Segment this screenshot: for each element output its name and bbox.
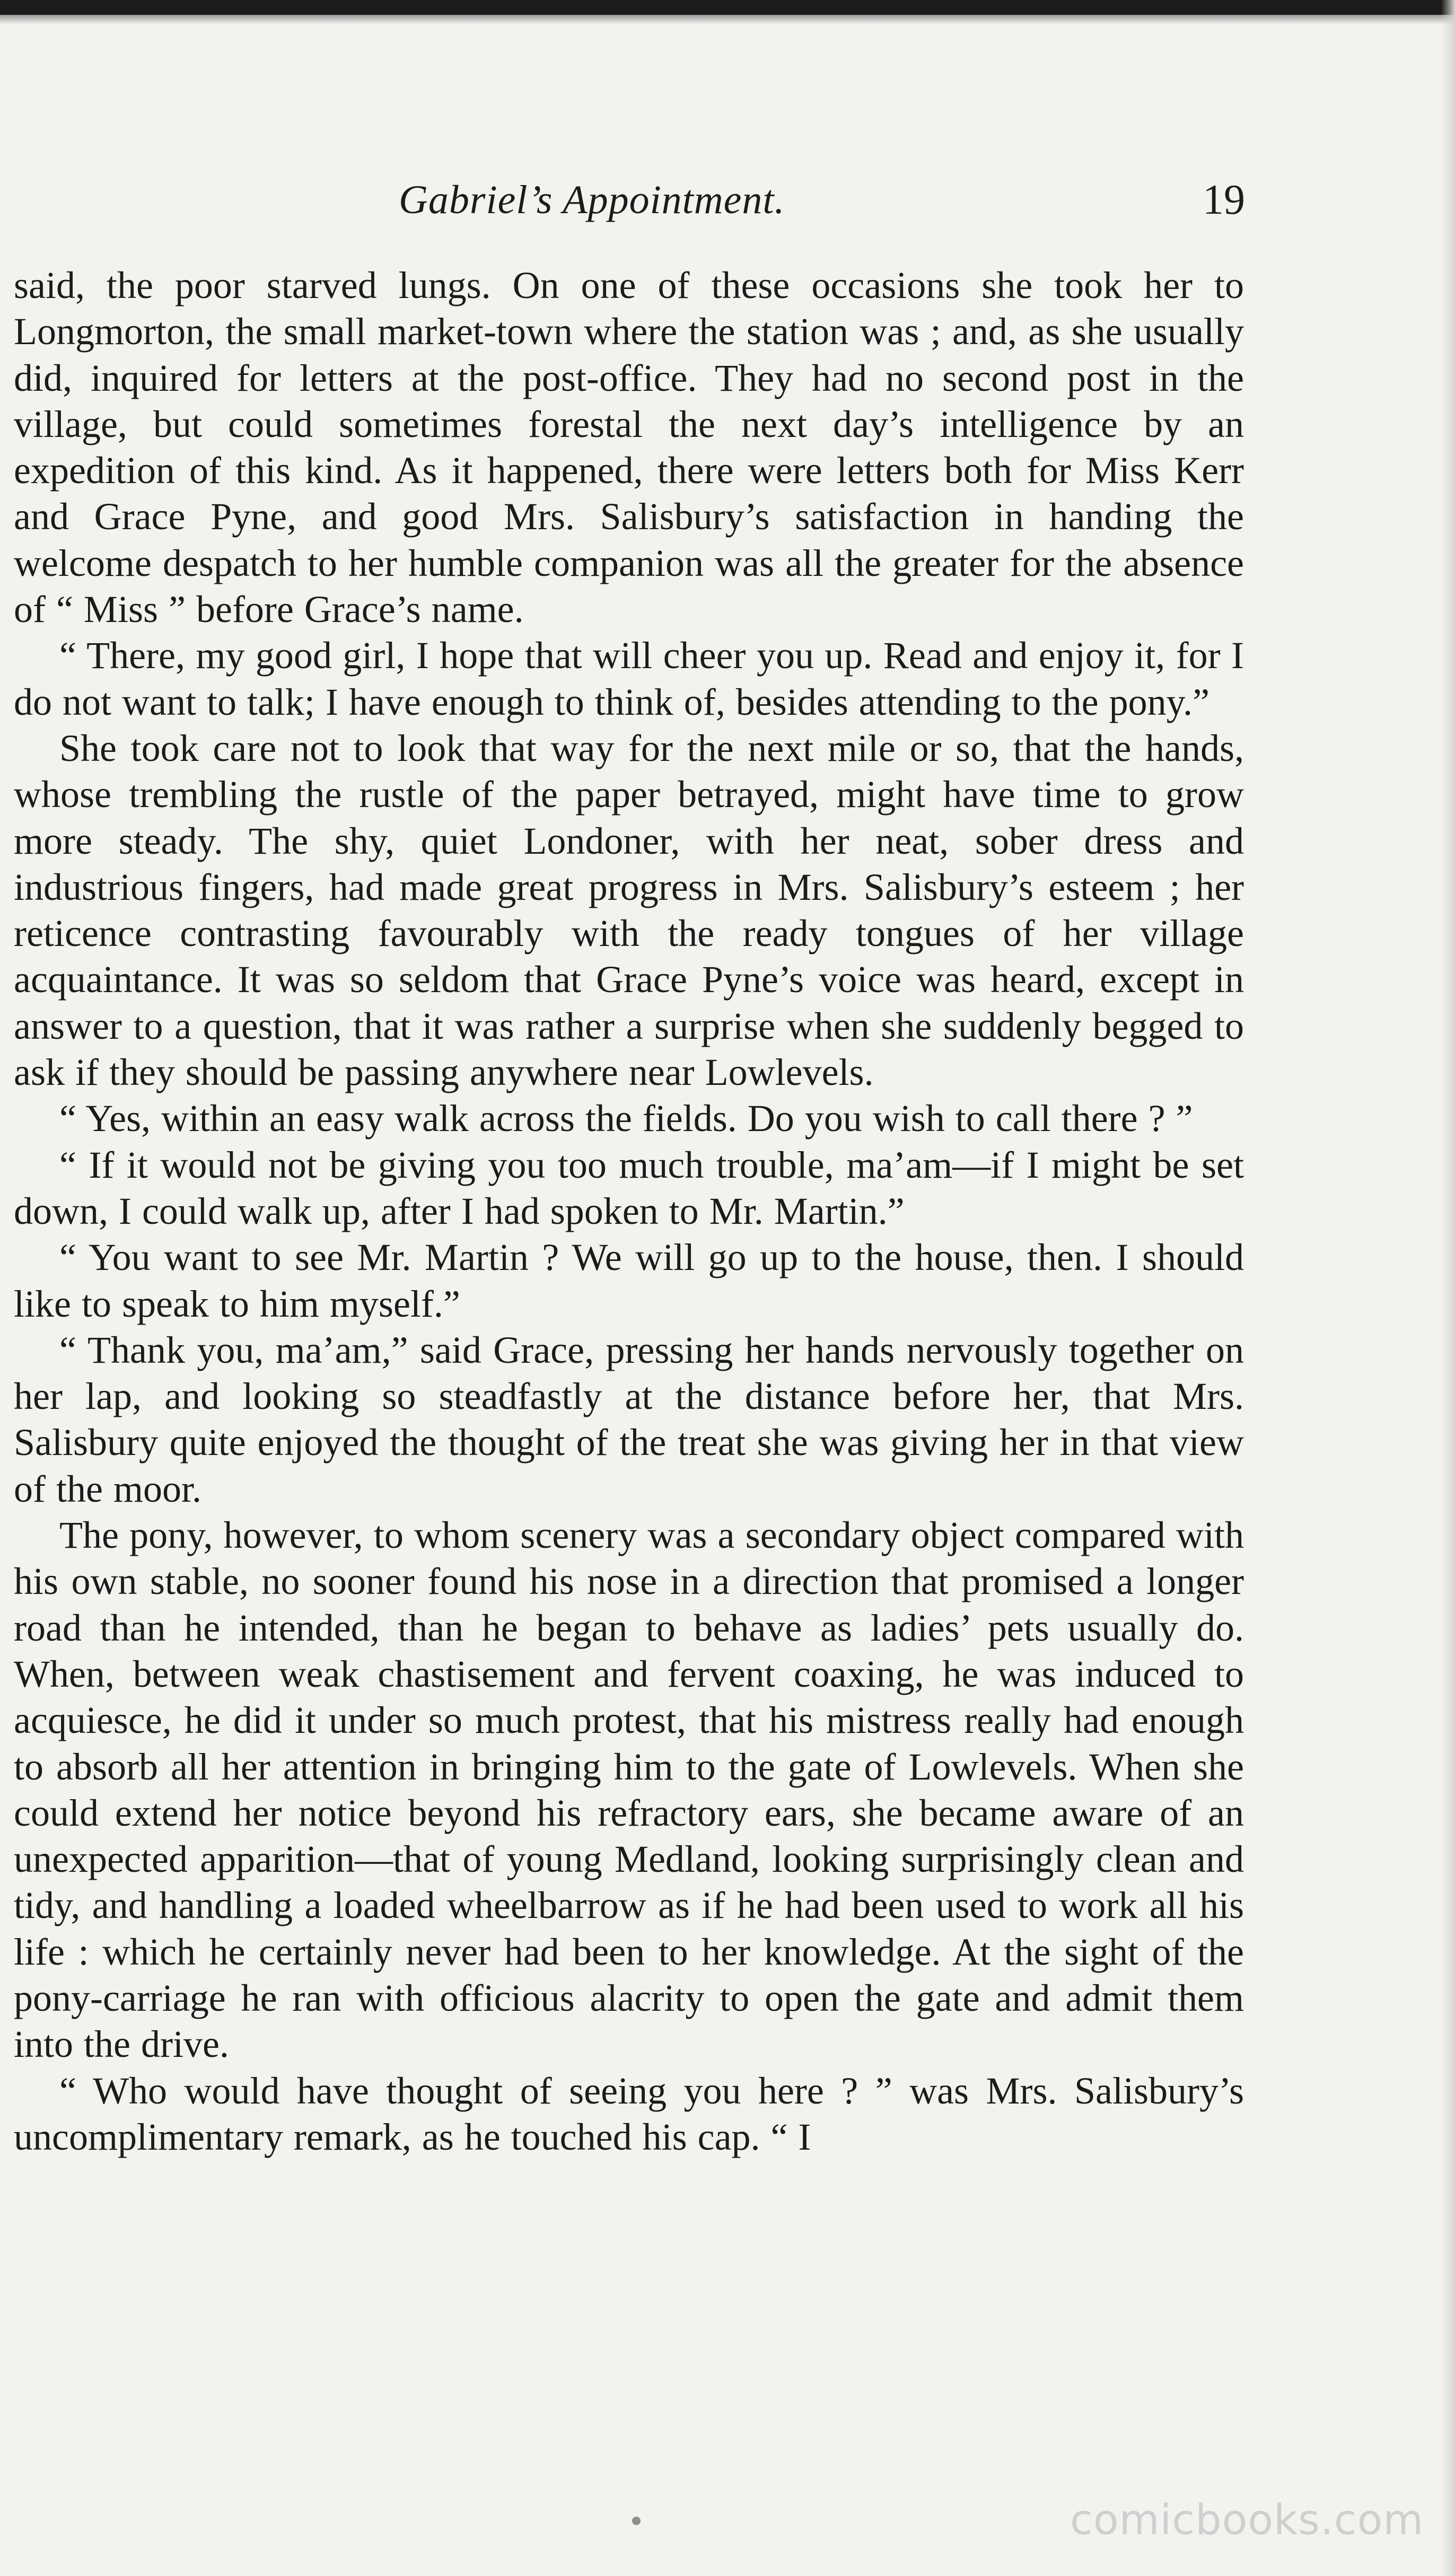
scan-top-shadow — [0, 15, 1455, 24]
scan-speck — [632, 2517, 641, 2525]
scan-top-edge — [0, 0, 1455, 15]
running-title: Gabriel’s Appointment. — [399, 178, 785, 222]
running-head — [0, 171, 1455, 229]
paragraph-dialogue-cheer-up: “ There, my good girl, I hope that will cheer you up. Read and enjoy it, for I do not want to talk; I have enough to think of, besides attending to the pony.” — [14, 634, 1244, 723]
watermark: comicbooks.com — [1070, 2496, 1424, 2544]
body-text — [14, 262, 1244, 2160]
paragraph-dialogue-who-would: “ Who would have thought of seeing you here ? ” was Mrs. Salisbury’s uncomplimentary remark, as he touched his cap. “ I — [14, 2069, 1244, 2158]
paragraph-dialogue-easy-walk: “ Yes, within an easy walk across the fields. Do you wish to call there ? ” — [59, 1097, 1193, 1140]
paragraph-narrative-pony: The pony, however, to whom scenery was a secondary object compared with his own stable, no sooner found his nose in a direction that promised a longer road than he intended, than he began to behave as ladies’ pets usually do. When, between weak chastisement and fervent coaxing, he was induced to acquiesce, he did it under so much protest, that his mistress really had enough to absorb all her attention in bringing him to the gate of Lowlevels. When she could extend her notice beyond his refractory ears, she became aware of an unexpected apparition—that of young Medland, looking surprisingly clean and tidy, and handling a loaded wheelbarrow as if he had been used to work all his life : which he certainly never had been to her knowledge. At the sight of the pony-carriage he ran with officious alacrity to open the gate and admit them into the drive. — [14, 1514, 1244, 2066]
paragraph-narrative-londoner: She took care not to look that way for the next mile or so, that the hands, whose trembling the rustle of the paper betrayed, might have time to grow more steady. The shy, quiet Londoner, with her neat, sober dress and industrious fingers, had made great progress in Mrs. Salisbury’s esteem ; her reticence contrasting favourably with the ready tongues of her village acquaintance. It was so seldom that Grace Pyne’s voice was heard, except in answer to a question, that it was rather a surprise when she suddenly begged to ask if they should be passing anywhere near Lowlevels. — [14, 726, 1244, 1094]
paragraph-dialogue-thank-you: “ Thank you, ma’am,” said Grace, pressing her hands nervously together on her lap, and looking so steadfastly at the distance before her, that Mrs. Salisbury quite enjoyed the thought of the treat she was giving her in that view of the moor. — [14, 1328, 1244, 1510]
scan-right-edge — [1441, 0, 1455, 2576]
paragraph-dialogue-set-down: “ If it would not be giving you too much trouble, ma’am—if I might be set down, I could walk up, after I had spoken to Mr. Martin.” — [14, 1143, 1244, 1232]
paragraph-continued: said, the poor starved lungs. On one of these occasions she took her to Longmorton, the small market-town where the station was ; and, as she usually did, inquired for letters at the post-office. They had no second post in the village, but could sometimes forestal the next day’s intelligence by an expedition of this kind. As it happened, there were letters both for Miss Kerr and Grace Pyne, and good Mrs. Salisbury’s satisfaction in handing the welcome despatch to her humble companion was all the greater for the absence of “ Miss ” before Grace’s name. — [14, 264, 1244, 631]
page-number: 19 — [1203, 177, 1245, 223]
paragraph-dialogue-see-martin: “ You want to see Mr. Martin ? We will go up to the house, then. I should like to speak to him myself.” — [14, 1236, 1244, 1325]
